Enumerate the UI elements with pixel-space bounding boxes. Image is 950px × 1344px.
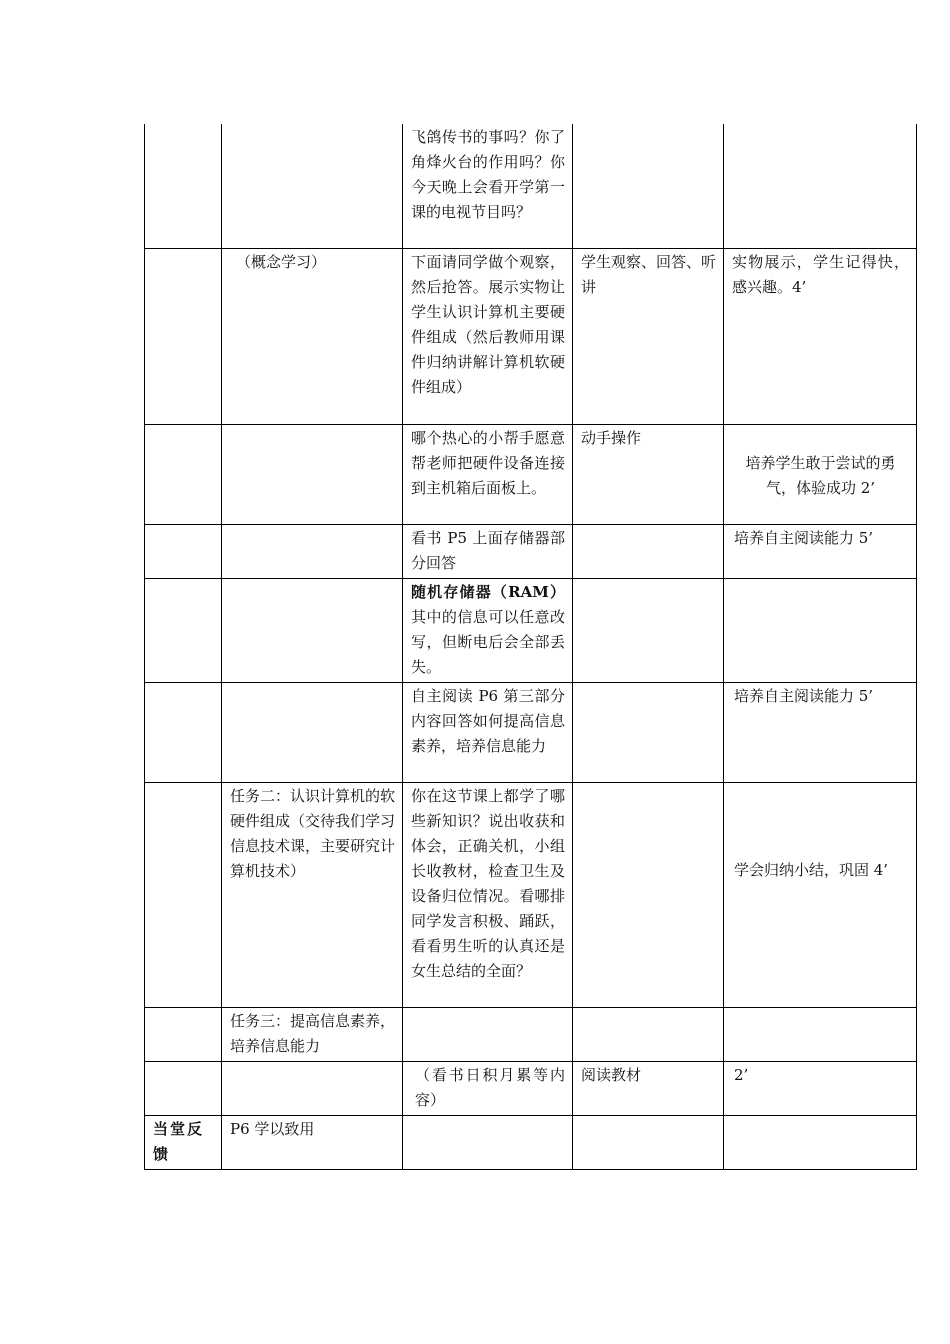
cell-spacer [734, 784, 909, 858]
table-cell [145, 524, 222, 578]
table-cell [145, 124, 222, 248]
lesson-plan-table [144, 124, 917, 1170]
table-cell [403, 1115, 573, 1169]
table-row [145, 124, 917, 248]
table-cell: 2’ [724, 1061, 917, 1115]
table-cell [145, 248, 222, 424]
table-cell [724, 124, 917, 248]
table-cell: 飞鸽传书的事吗？你了角烽火台的作用吗？你今天晚上会看开学第一课的电视节目吗？ [403, 124, 573, 248]
table-cell: 培养自主阅读能力 5’ [724, 682, 917, 782]
table-cell [403, 578, 573, 682]
table-cell [573, 1115, 724, 1169]
table-cell [222, 424, 403, 524]
table-cell: 任务三：提高信息素养，培养信息能力 [222, 1007, 403, 1061]
table-cell: 自主阅读 P6 第三部分内容回答如何提高信息素养，培养信息能力 [403, 682, 573, 782]
table-cell [145, 1061, 222, 1115]
table-row [145, 1115, 917, 1169]
cell-spacer [732, 426, 909, 451]
table-cell [145, 682, 222, 782]
table-cell: 看书 P5 上面存储器部分回答 [403, 524, 573, 578]
table-row [145, 578, 917, 682]
table-cell: 实物展示，学生记得快，感兴趣。4’ [724, 248, 917, 424]
table-cell [573, 524, 724, 578]
table-cell [724, 1007, 917, 1061]
table-cell [724, 424, 917, 524]
table-cell: 任务二：认识计算机的软硬件组成（交待我们学习信息技术课，主要研究计算机技术） [222, 782, 403, 1007]
table-row [145, 524, 917, 578]
table-cell-label: 当堂反馈 [145, 1115, 222, 1169]
table-row [145, 424, 917, 524]
table-cell [573, 1007, 724, 1061]
table-cell [222, 124, 403, 248]
table-cell [222, 578, 403, 682]
table-cell [222, 524, 403, 578]
table-cell [403, 1007, 573, 1061]
cell-text: 其中的信息可以任意改写，但断电后会全部丢失。 [411, 607, 565, 676]
table-row [145, 1007, 917, 1061]
table-cell [724, 782, 917, 1007]
table-row [145, 1061, 917, 1115]
table-cell [573, 578, 724, 682]
table-row [145, 682, 917, 782]
table-cell: 阅读教材 [573, 1061, 724, 1115]
cell-text: 培养学生敢于尝试的勇气，体验成功 2’ [745, 453, 896, 497]
table-cell: 动手操作 [573, 424, 724, 524]
table-cell [145, 578, 222, 682]
table-cell: 下面请同学做个观察，然后抢答。展示实物让学生认识计算机主要硬件组成（然后教师用课件归纳讲解计算机软硬件组成） [403, 248, 573, 424]
table-cell [724, 578, 917, 682]
table-row [145, 782, 917, 1007]
ram-term: 随机存储器（RAM） [411, 582, 565, 601]
table-cell [573, 782, 724, 1007]
table-cell: 培养自主阅读能力 5’ [724, 524, 917, 578]
table-cell: 学生观察、回答、听讲 [573, 248, 724, 424]
table-cell [222, 682, 403, 782]
table-cell: 你在这节课上都学了哪些新知识？说出收获和体会，正确关机，小组长收教材，检查卫生及设备归位情况。看哪排同学发言积极、踊跃，看看男生听的认真还是女生总结的全面？ [403, 782, 573, 1007]
table-cell [222, 1061, 403, 1115]
table-row [145, 248, 917, 424]
table-cell [573, 682, 724, 782]
table-cell: （概念学习） [222, 248, 403, 424]
table-cell [145, 424, 222, 524]
table-cell [724, 1115, 917, 1169]
table-cell: （看书日积月累等内容） [403, 1061, 573, 1115]
table-cell: 哪个热心的小帮手愿意帮老师把硬件设备连接到主机箱后面板上。 [403, 424, 573, 524]
cell-text: 学会归纳小结，巩固 4’ [734, 860, 889, 879]
table-cell: P6 学以致用 [222, 1115, 403, 1169]
table-cell [145, 782, 222, 1007]
table-cell [573, 124, 724, 248]
table-cell [145, 1007, 222, 1061]
